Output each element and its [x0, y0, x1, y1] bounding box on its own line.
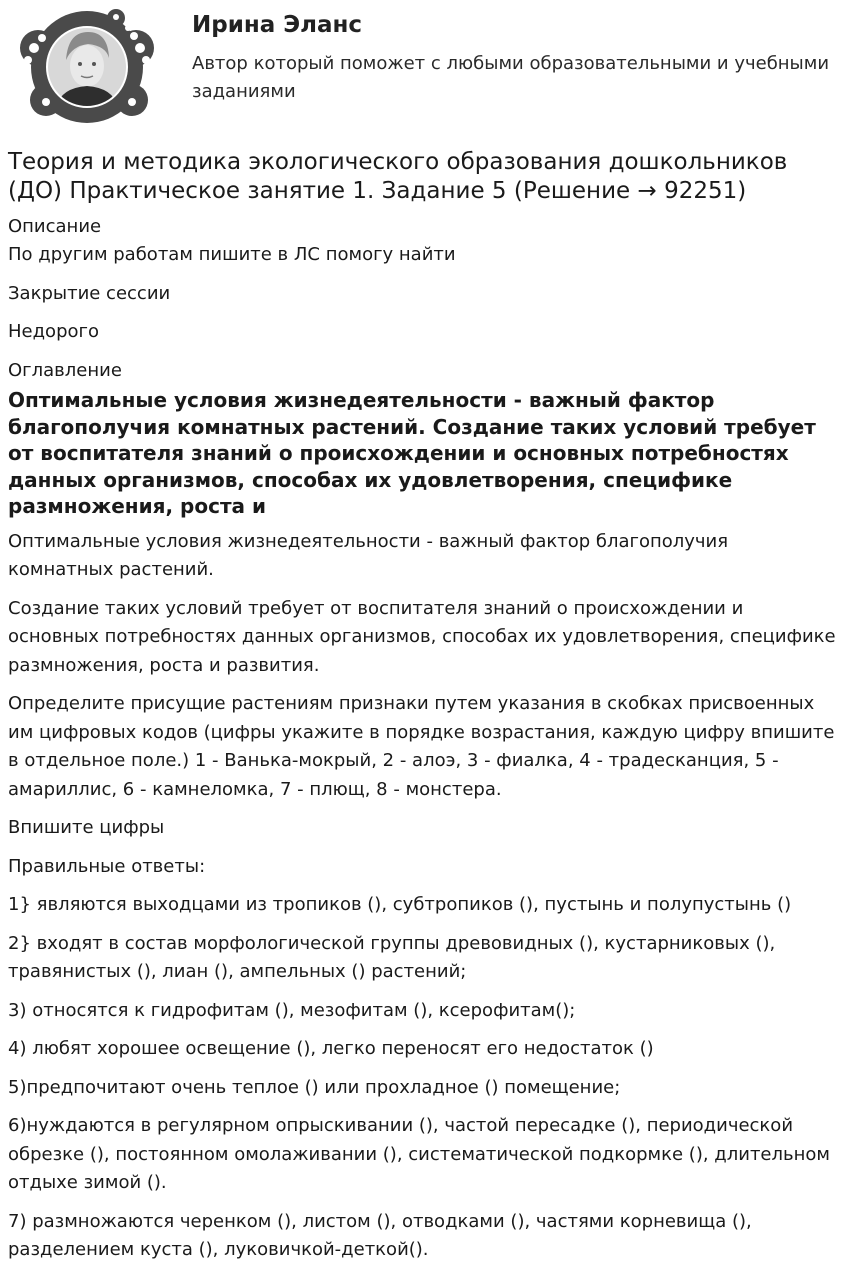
paragraph-7: 2} входят в состав морфологической группы древовидных (), кустарниковых (), травянистых (), лиан (), ампельных () растений;	[8, 932, 776, 982]
tag-inexpensive: Недорого	[8, 321, 99, 342]
paragraph-11: 6)нуждаются в регулярном опрыскивании (), частой пересадке (), периодической обрезке (), постоянном омолаживании (), систематической подкормке (), длительном отдыхе зимой ().	[8, 1115, 830, 1193]
paragraph-2: Создание таких условий требует от воспитателя знаний о происхождении и основных потребностях данных организмов, способах их удовлетворения, специфике размножения, роста и развития.	[8, 597, 836, 676]
paragraph-9: 4) любят хорошее освещение (), легко переносят его недостаток ()	[8, 1038, 654, 1059]
document-title: Теория и методика экологического образования дошкольников (ДО) Практическое занятие 1. Задание 5 (Решение → 92251)	[8, 149, 788, 204]
author-description: Автор который поможет с любыми образовательными и учебными заданиями	[192, 53, 830, 102]
paragraph-10: 5)предпочитают очень теплое () или прохладное () помещение;	[8, 1076, 621, 1098]
paragraph-6: 1} являются выходцами из тропиков (), субтропиков (), пустынь и полупустынь ()	[8, 894, 792, 915]
paragraph-1: Оптимальные условия жизнедеятельности - важный фактор благополучия комнатных растений.	[8, 530, 729, 580]
author-name[interactable]: Ирина Эланс	[192, 12, 363, 38]
description-text: По другим работам пишите в ЛС помогу найти	[8, 244, 456, 265]
toc-label: Оглавление	[8, 359, 122, 381]
tag-session-closing: Закрытие сессии	[8, 282, 171, 304]
author-avatar[interactable]	[16, 8, 158, 126]
paragraph-12: 7) размножаются черенком (), листом (), отводками (), частями корневища (), разделением куста (), луковичкой-деткой().	[8, 1210, 752, 1260]
paragraph-4: Впишите цифры	[8, 817, 165, 838]
paragraph-8: 3) относятся к гидрофитам (), мезофитам (), ксерофитам();	[8, 999, 576, 1021]
paragraph-3: Определите присущие растениям признаки путем указания в скобках присвоенных им цифровых кодов (цифры укажите в порядке возрастания, каждую цифру впишите в отдельное поле.) 1 - Ванька-мокрый, 2 - алоэ, 3 - фиалка, 4 - традесканция, 5 - амариллис, 6 - камнеломка, 7 - плющ, 8 - монстера.	[8, 693, 835, 800]
toc-heading: Оптимальные условия жизнедеятельности - важный фактор благополучия комнатных растений. Создание таких условий требует от воспитателя знаний о происхождении и основных потребностях данных организмов, способах их удовлетворения, специфике размножения, роста и	[8, 388, 816, 518]
author-header	[8, 0, 839, 140]
description-label: Описание	[8, 216, 102, 237]
paragraph-5: Правильные ответы:	[8, 855, 206, 877]
